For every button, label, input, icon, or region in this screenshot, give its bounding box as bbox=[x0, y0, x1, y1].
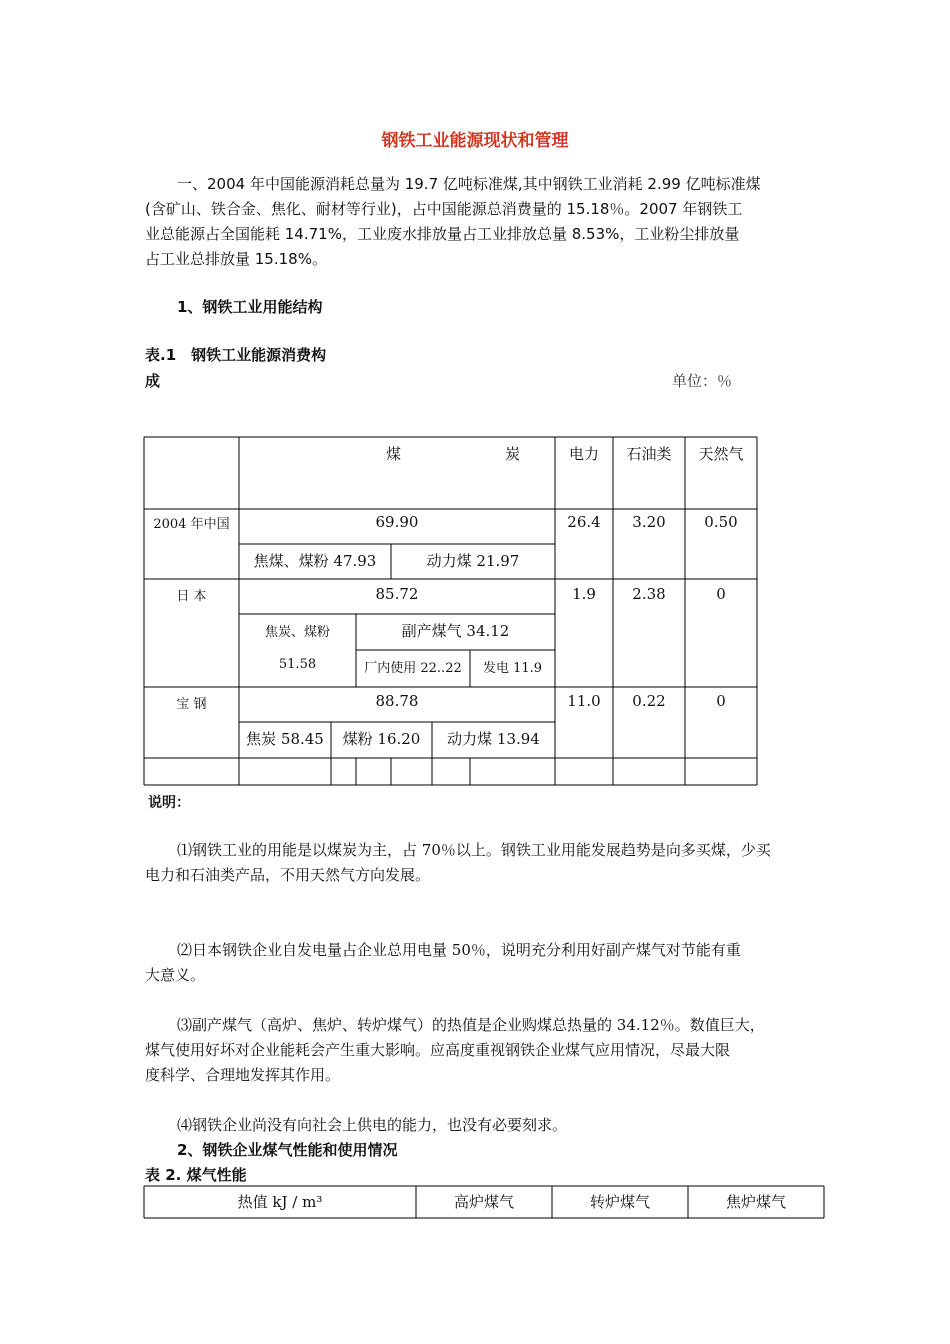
table1-caption: 表.1 钢铁工业能源消费构 bbox=[145, 346, 327, 364]
table2-header-heat-value: 热值 kJ / m³ bbox=[237, 1193, 323, 1211]
china-gas: 0.50 bbox=[704, 513, 738, 531]
japan-gas: 0 bbox=[716, 585, 726, 603]
note-line: 电力和石油类产品，不用天然气方向发展。 bbox=[145, 866, 431, 884]
note-line: ⑴钢铁工业的用能是以煤炭为主，占 70％以上。钢铁工业用能发展趋势是向多买煤，少买 bbox=[177, 841, 771, 859]
baosteel-power: 11.0 bbox=[567, 692, 601, 710]
table2-header-blast-furnace-gas: 高炉煤气 bbox=[453, 1193, 514, 1211]
intro-line: (含矿山、铁合金、焦化、耐材等行业)，占中国能源总消费量的 15.18％。2007 年钢铁工 bbox=[145, 200, 743, 218]
note-line: ⑷钢铁企业尚没有向社会上供电的能力，也没有必要刻求。 bbox=[177, 1116, 568, 1134]
japan-coke-powder-value: 51.58 bbox=[278, 657, 317, 672]
table2-caption: 表 2. 煤气性能 bbox=[145, 1166, 247, 1184]
china-power: 26.4 bbox=[567, 513, 601, 531]
china-oil: 3.20 bbox=[632, 513, 666, 531]
baosteel-oil: 0.22 bbox=[632, 692, 666, 710]
japan-power: 1.9 bbox=[572, 585, 596, 603]
baosteel-coal-powder: 煤粉 16.20 bbox=[342, 730, 421, 748]
table1-caption-cont: 成 bbox=[145, 372, 161, 390]
japan-plant-use: 厂内使用 22..22 bbox=[364, 661, 462, 676]
intro-line: 一、2004 年中国能源消耗总量为 19.7 亿吨标准煤,其中钢铁工业消耗 2.99 亿吨标准煤 bbox=[177, 175, 761, 193]
china-coking-coal: 焦煤、煤粉 47.93 bbox=[253, 552, 377, 570]
japan-coke-powder: 焦炭、煤粉 bbox=[264, 625, 330, 640]
table2-header-coke-oven-gas: 焦炉煤气 bbox=[725, 1193, 786, 1211]
note-line: 大意义。 bbox=[145, 966, 206, 984]
note-line: ⑶副产煤气（高炉、焦炉、转炉煤气）的热值是企业购煤总热量的 34.12％。数值巨大， bbox=[177, 1016, 765, 1034]
baosteel-coke: 焦炭 58.45 bbox=[246, 730, 324, 748]
baosteel-steam-coal: 动力煤 13.94 bbox=[447, 730, 540, 748]
intro-line: 占工业总排放量 15.18%。 bbox=[145, 250, 327, 268]
row-label-baosteel: 宝 钢 bbox=[176, 697, 207, 712]
header-oil: 石油类 bbox=[626, 445, 672, 463]
japan-power-generation: 发电 11.9 bbox=[482, 661, 543, 676]
notes-label: 说明： bbox=[148, 795, 190, 811]
header-gas: 天然气 bbox=[698, 445, 744, 463]
row-label-japan: 日 本 bbox=[176, 589, 207, 604]
baosteel-gas: 0 bbox=[716, 692, 726, 710]
header-power: 电力 bbox=[568, 445, 599, 463]
note-line: 煤气使用好坏对企业能耗会产生重大影响。应高度重视钢铁企业煤气应用情况，尽最大限 bbox=[145, 1041, 731, 1059]
table1-unit: 单位：％ bbox=[672, 372, 733, 390]
section-heading-1: 1、钢铁工业用能结构 bbox=[177, 298, 323, 316]
china-steam-coal: 动力煤 21.97 bbox=[426, 552, 520, 570]
row-label-china: 2004 年中国 bbox=[153, 517, 230, 532]
japan-byproduct-gas: 副产煤气 34.12 bbox=[401, 622, 510, 640]
note-line: 度科学、合理地发挥其作用。 bbox=[145, 1066, 341, 1084]
table2-header-converter-gas: 转炉煤气 bbox=[589, 1193, 650, 1211]
japan-coal-total: 85.72 bbox=[375, 585, 419, 603]
header-coal-char2: 炭 bbox=[505, 445, 521, 463]
document-title: 钢铁工业能源现状和管理 bbox=[381, 131, 569, 151]
note-line: ⑵日本钢铁企业自发电量占企业总用电量 50％，说明充分利用好副产煤气对节能有重 bbox=[177, 941, 741, 959]
section-heading-2: 2、钢铁企业煤气性能和使用情况 bbox=[177, 1141, 398, 1159]
baosteel-coal-total: 88.78 bbox=[375, 692, 419, 710]
china-coal-total: 69.90 bbox=[375, 513, 419, 531]
japan-oil: 2.38 bbox=[632, 585, 666, 603]
header-coal-char1: 煤 bbox=[386, 445, 402, 463]
intro-line: 业总能源占全国能耗 14.71%，工业废水排放量占工业排放总量 8.53%，工业粉尘排放量 bbox=[145, 225, 740, 243]
